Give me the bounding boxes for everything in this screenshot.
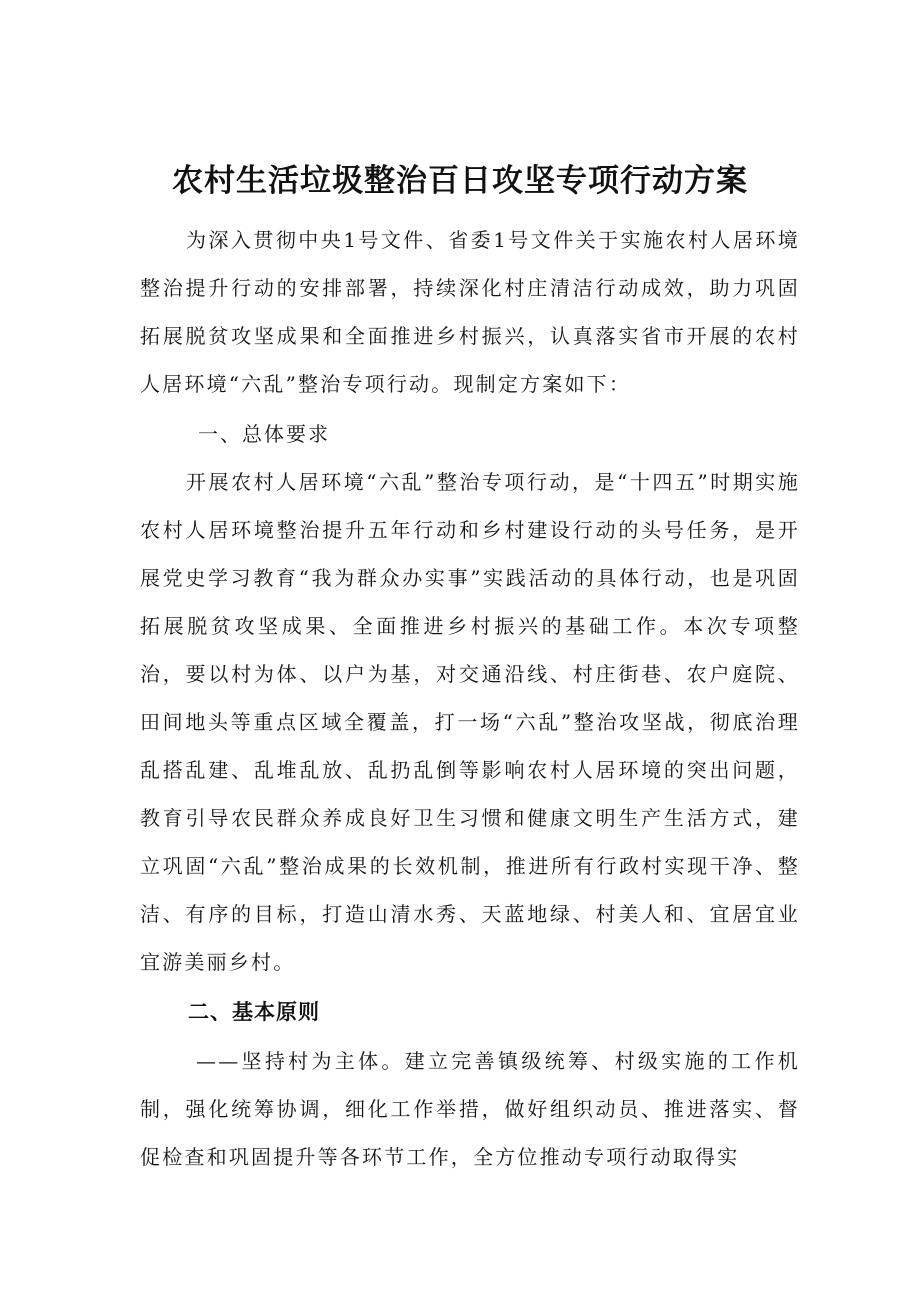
section-2-heading: 二、基本原则 [188,1000,320,1024]
section-1-body: 开展农村人居环境“六乱”整治专项行动，是“十四五”时期实施农村人居环境整治提升五年行动和乡村建设行动的头号任务，是开展党史学习教育“我为群众办实事”实践活动的具体行动，也是巩固拓展脱贫攻坚成果、全面推进乡村振兴的基础工作。本次专项整治，要以村为体、以户为基，对交通沿线、村庄街巷、农户庭院、田间地头等重点区域全覆盖，打一场“六乱”整治攻坚战，彻底治理乱搭乱建、乱堆乱放、乱扔乱倒等影响农村人居环境的突出问题，教育引导农民群众养成良好卫生习惯和健康文明生产生活方式，建立巩固“六乱”整治成果的长效机制，推进所有行政村实现干净、整洁、有序的目标，打造山清水秀、天蓝地绿、村美人和、宜居宜业宜游美丽乡村。 [140,470,800,974]
document-title: 农村生活垃圾整治百日攻坚专项行动方案 [172,162,748,199]
section-1-heading: 一、总体要求 [198,422,330,446]
intro-paragraph: 为深入贯彻中央1号文件、省委1号文件关于实施农村人居环境整治提升行动的安排部署，持续深化村庄清洁行动成效，助力巩固拓展脱贫攻坚成果和全面推进乡村振兴，认真落实省市开展的农村人居环境“六乱”整治专项行动。现制定方案如下： [140,228,800,396]
section-2-body: ——坚持村为主体。建立完善镇级统筹、村级实施的工作机制，强化统筹协调，细化工作举措，做好组织动员、推进落实、督促检查和巩固提升等各环节工作，全方位推动专项行动取得实 [140,1049,800,1169]
